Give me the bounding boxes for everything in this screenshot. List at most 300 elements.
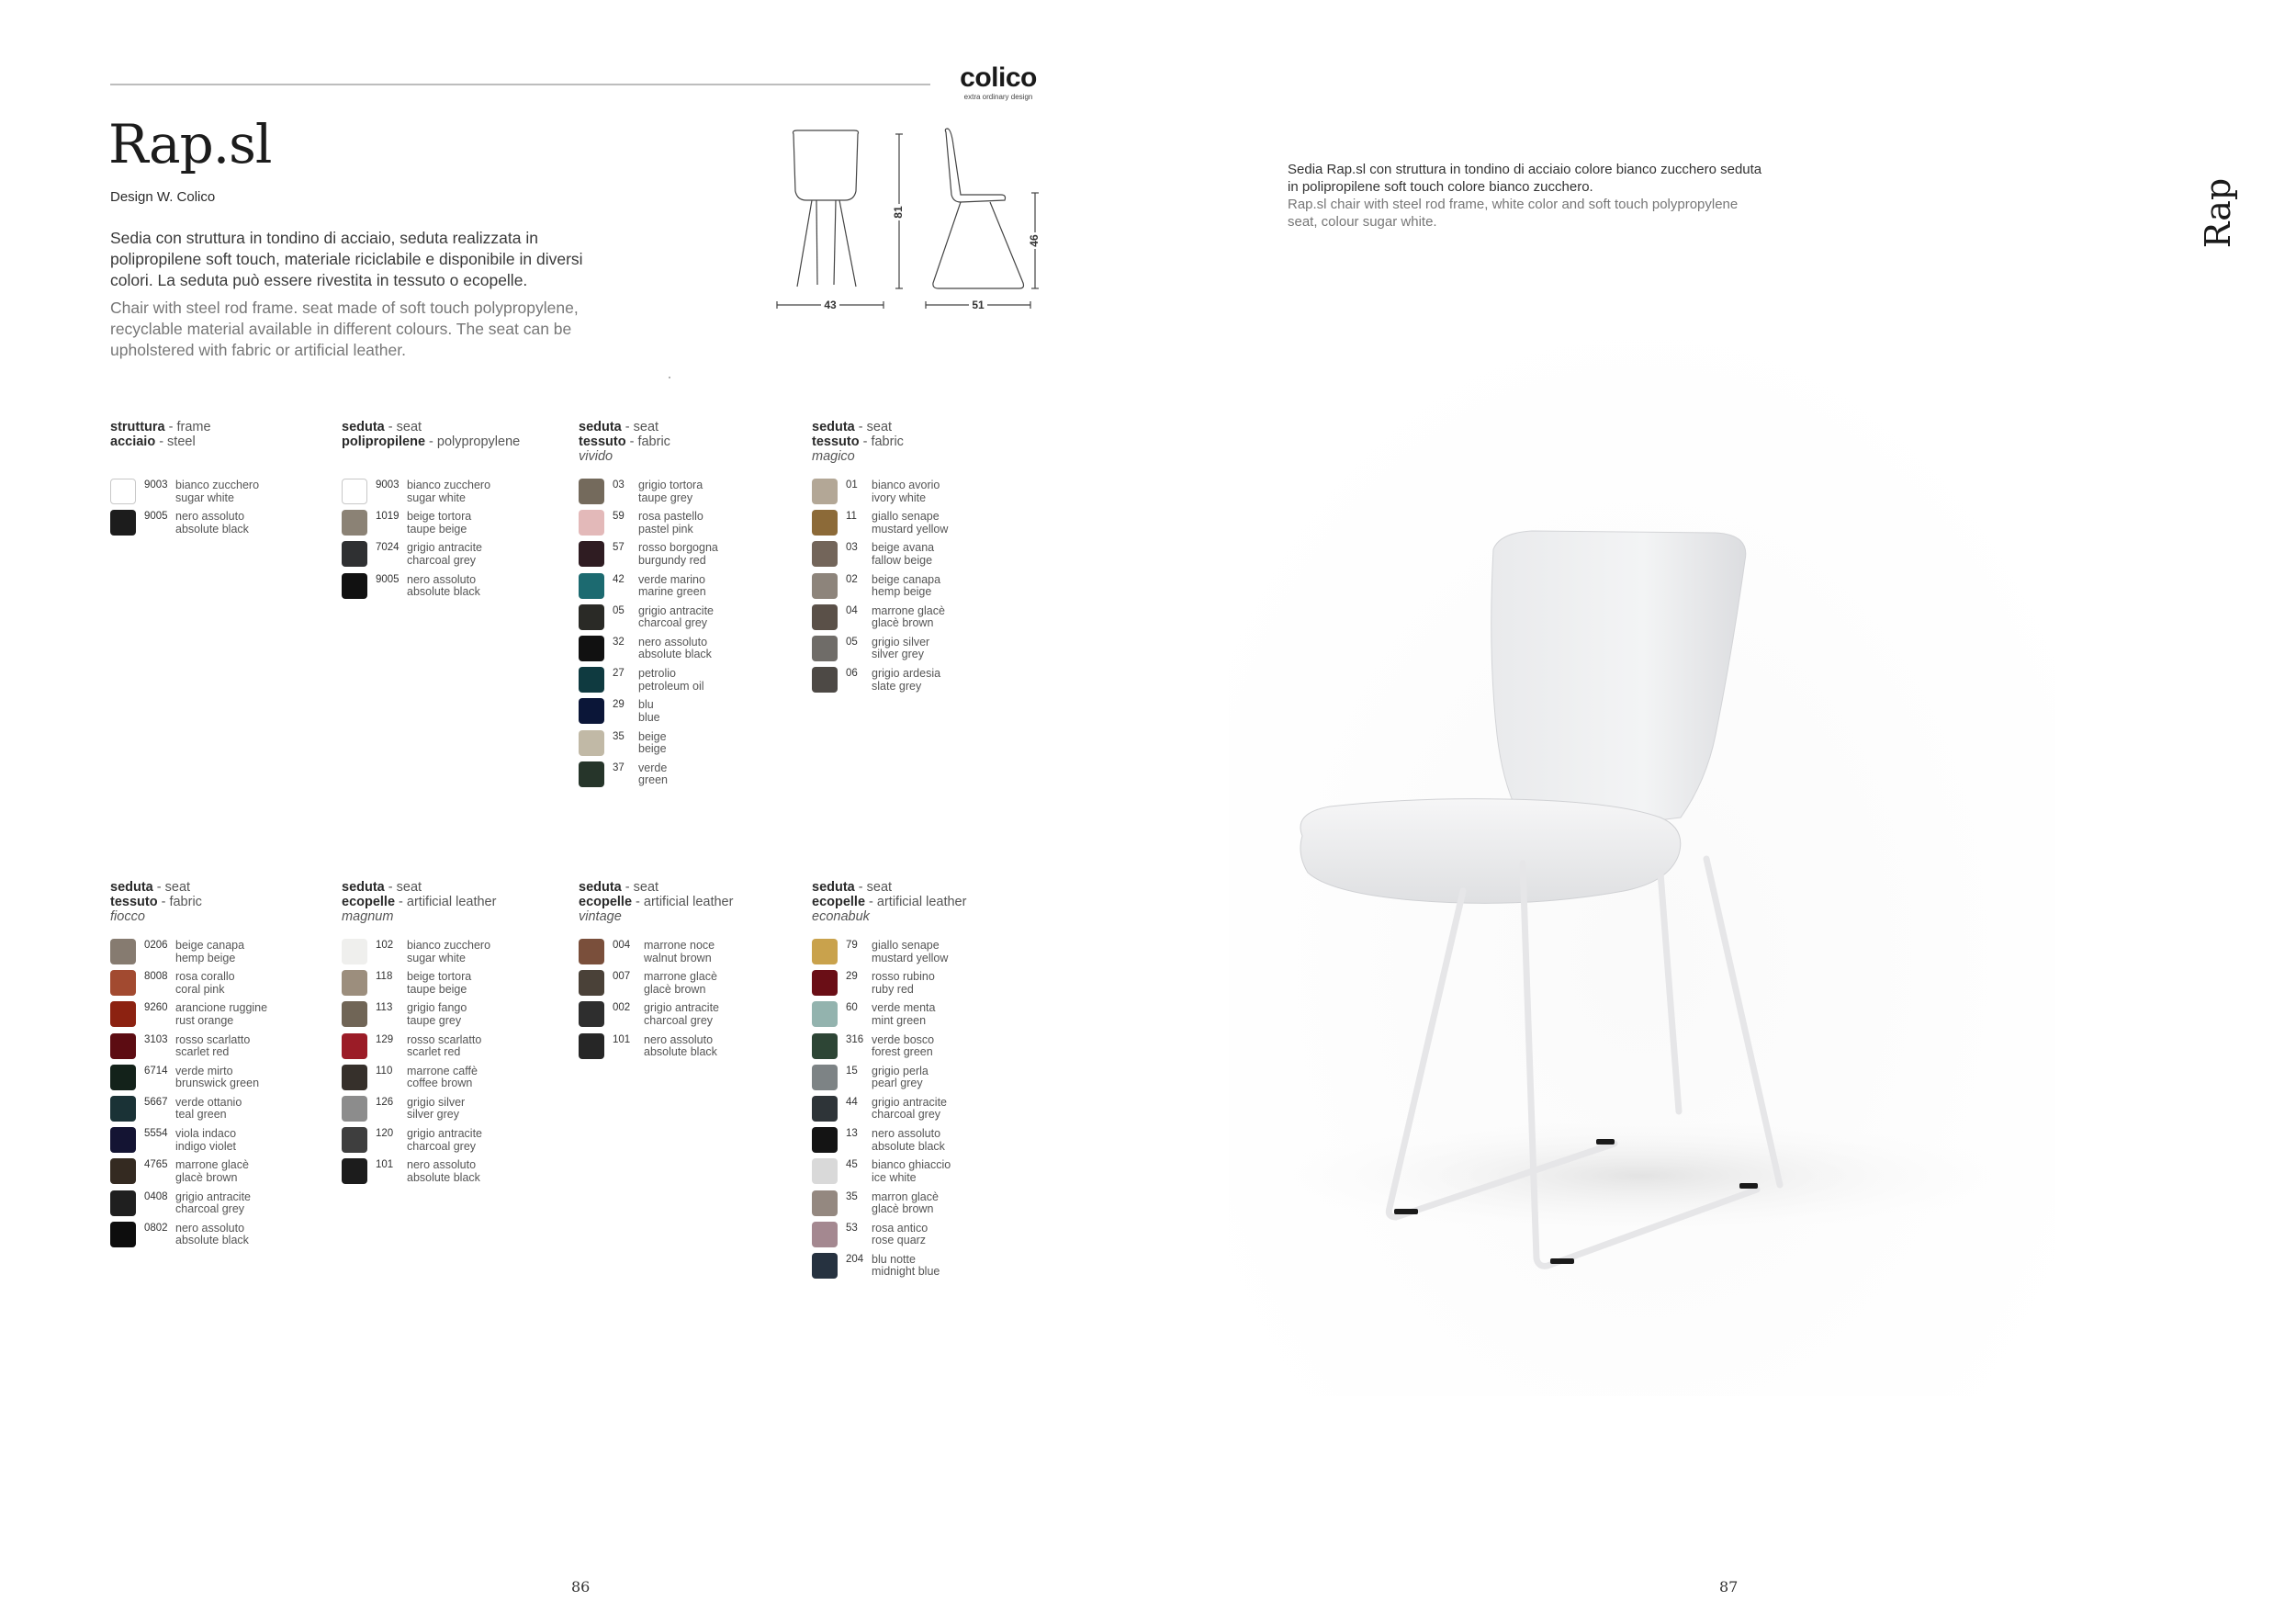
swatch-name [872,1034,934,1059]
swatch-name-en: coral pink [175,982,225,996]
swatch-code: 06 [846,668,858,680]
swatch-row [342,1158,571,1190]
color-swatch [110,479,136,504]
swatch-code: 120 [376,1128,394,1140]
swatch-row [812,604,1041,636]
color-swatch [342,1065,367,1090]
swatch-name-en: scarlet red [407,1045,461,1059]
swatch-row [342,479,571,510]
color-swatch [812,1127,838,1153]
swatch-row [110,479,340,510]
swatch-name [407,574,480,599]
front-view-leg-right [839,200,856,287]
swatch-name [872,479,940,504]
heading-bold: polipropilene [342,434,426,449]
heading-rest: - fabric [859,434,904,449]
swatch-code: 1019 [376,511,400,523]
color-swatch [812,970,838,996]
swatch-name-en: glacè brown [872,1202,934,1215]
glide-3 [1550,1258,1574,1264]
swatch-name-en: green [638,773,668,787]
swatch-name-it: rosso scarlatto [175,1032,251,1046]
swatch-row [579,730,808,761]
swatch-row [579,667,808,698]
heading-rest: - seat [621,420,659,434]
color-swatch [110,970,136,996]
swatch-name-en: forest green [872,1045,933,1059]
swatch-row [110,1158,340,1190]
swatch-name-en: charcoal grey [407,553,477,567]
glide-4 [1739,1183,1758,1189]
swatch-name-en: indigo violet [175,1139,237,1153]
finish-column-heading [812,880,1041,930]
dim-width-label: 43 [824,299,837,312]
brand-tagline: extra ordinary design [963,93,1033,101]
swatch-name-en: scarlet red [175,1045,230,1059]
swatch-name [407,1066,478,1090]
swatch-code: 53 [846,1222,858,1234]
swatch-name-it: nero assoluto [872,1127,941,1141]
swatch-name-en: pearl grey [872,1077,923,1090]
swatch-name-en: slate grey [872,679,922,693]
heading-rest: - artificial leather [865,895,967,909]
heading-rest: - seat [854,420,893,434]
heading-line [579,420,808,434]
swatch-code: 57 [613,542,625,554]
swatch-name-it: marrone caffè [407,1064,478,1077]
swatch-name-en: hemp beige [872,585,932,599]
swatch-code: 0802 [144,1222,168,1234]
swatch-code: 204 [846,1253,864,1265]
color-swatch [812,541,838,567]
collection-name: vintage [579,909,622,924]
heading-rest: - seat [621,880,659,895]
swatch-name-it: rosso scarlatto [407,1032,482,1046]
swatch-name-it: bianco zucchero [175,479,260,491]
swatch-name-it: bianco avorio [872,479,940,491]
swatch-name-it: marrone glacè [175,1158,249,1172]
description-italian: Sedia con struttura in tondino di acciaio, seduta realizzata in polipropilene soft touch, materiale riciclabile e disponibile in diversi colori. La seduta può essere rivestita in tessuto o ecopelle. [110,229,583,289]
swatch-row [110,1096,340,1127]
swatch-row [812,479,1041,510]
swatch-name [175,1128,236,1153]
color-swatch [110,1001,136,1027]
swatch-row [342,1127,571,1158]
swatch-name-en: ivory white [872,491,927,504]
swatch-list [342,479,571,604]
swatch-name-it: beige canapa [175,939,245,952]
swatch-row [110,510,340,541]
swatch-name [638,668,704,693]
heading-line [579,434,808,449]
swatch-name [407,511,471,536]
swatch-name [407,542,482,567]
color-swatch [812,604,838,630]
finish-column-heading [342,880,571,930]
heading-line [110,895,340,909]
swatch-code: 0206 [144,940,168,951]
swatch-name-it: beige [638,729,667,743]
swatch-code: 004 [613,940,631,951]
swatch-code: 32 [613,636,625,648]
heading-bold: seduta [812,420,855,434]
swatch-name [872,1254,940,1279]
color-swatch [579,1001,604,1027]
swatch-name-en: silver grey [872,648,924,661]
heading-line [342,880,571,895]
swatch-code: 03 [846,542,858,554]
swatch-list [110,939,340,1253]
swatch-row [342,970,571,1001]
swatch-row [579,573,808,604]
color-swatch [812,1190,838,1216]
swatch-name [175,1223,249,1247]
swatch-code: 101 [613,1033,631,1045]
swatch-code: 35 [846,1190,858,1202]
swatch-name-it: grigio silver [872,635,930,648]
swatch-name-en: petroleum oil [638,679,704,693]
swatch-name [175,511,249,536]
color-swatch [812,479,838,504]
swatch-code: 002 [613,1002,631,1014]
swatch-name-en: sugar white [407,951,466,964]
color-swatch [342,1096,367,1122]
swatch-name-it: arancione ruggine [175,1001,268,1015]
right-page [1148,0,2296,1624]
swatch-name-en: charcoal grey [407,1139,477,1153]
swatch-code: 4765 [144,1159,168,1171]
swatch-name-en: taupe grey [638,491,693,504]
swatch-name-it: nero assoluto [644,1032,714,1046]
swatch-name-it: grigio antracite [638,603,714,617]
color-swatch [342,510,367,536]
swatch-name-it: beige tortora [407,970,472,984]
color-swatch [579,604,604,630]
swatch-row [812,1190,1041,1222]
swatch-row [812,1158,1041,1190]
color-swatch [579,667,604,693]
swatch-name-it: nero assoluto [175,1221,245,1235]
swatch-name-en: marine green [638,585,706,599]
swatch-code: 9003 [144,479,168,491]
swatch-name [872,1066,929,1090]
swatch-code: 5554 [144,1128,168,1140]
swatch-code: 04 [846,604,858,616]
heading-line [812,434,1041,449]
swatch-name-en: charcoal grey [644,1013,714,1027]
heading-bold: seduta [110,880,153,895]
swatch-name [638,605,714,630]
color-swatch [342,1001,367,1027]
color-swatch [579,510,604,536]
heading-bold: tessuto [110,895,158,909]
swatch-row [579,1001,808,1032]
swatch-name-it: nero assoluto [175,510,245,524]
swatch-name-it: grigio antracite [872,1095,947,1109]
swatch-name [638,762,668,787]
swatch-code: 27 [613,668,625,680]
swatch-code: 44 [846,1096,858,1108]
finish-column-leather-magnum [342,880,571,1190]
heading-bold: tessuto [812,434,860,449]
finish-column-heading [579,420,808,469]
finish-column-heading [110,420,340,469]
swatch-name-en: glacè brown [644,982,706,996]
swatch-code: 9260 [144,1002,168,1014]
color-swatch [812,573,838,599]
swatch-row [579,604,808,636]
photo-caption-english: Rap.sl chair with steel rod frame, white color and soft touch polypropylene seat, colour sugar white. [1288,197,1739,230]
finish-column-heading [110,880,340,930]
heading-bold: ecopelle [812,895,866,909]
swatch-name [638,574,706,599]
color-swatch [812,1033,838,1059]
swatch-name [175,1097,242,1122]
swatch-name [872,940,948,964]
swatch-name [175,1191,251,1216]
heading-line [342,434,571,449]
color-swatch [812,636,838,661]
swatch-name [872,637,929,661]
swatch-name-it: beige canapa [872,572,941,586]
swatch-name [644,971,717,996]
swatch-name [175,971,235,996]
swatch-name-en: glacè brown [872,616,934,630]
swatch-name-it: grigio tortora [638,479,703,491]
designer-credit: Design W. Colico [110,189,216,205]
swatch-name-it: beige avana [872,541,935,555]
swatch-code: 102 [376,940,394,951]
swatch-row [110,939,340,970]
swatch-row [579,761,808,793]
swatch-name-it: marron glacè [872,1190,939,1203]
swatch-name [872,1159,951,1184]
color-swatch [110,1158,136,1184]
swatch-row [342,939,571,970]
swatch-code: 007 [613,971,631,983]
swatch-name [407,479,490,504]
swatch-name-en: fallow beige [872,553,933,567]
chair-seat [1300,799,1681,904]
color-swatch [812,1065,838,1090]
swatch-name [644,1002,719,1027]
swatch-name-it: verde ottanio [175,1095,242,1109]
color-swatch [342,573,367,599]
chair-technical-drawing [771,127,1047,314]
swatch-row [812,1065,1041,1096]
photo-caption-italian: Sedia Rap.sl con struttura in tondino di acciaio colore bianco zucchero seduta in polipropilene soft touch colore bianco zucchero. [1288,162,1762,195]
finish-column-heading [812,420,1041,469]
swatch-name [175,479,259,504]
finish-column-polypropylene [342,420,571,604]
color-swatch [342,479,367,504]
swatch-name [407,1159,480,1184]
swatch-code: 9005 [376,573,400,585]
swatch-row [812,939,1041,970]
swatch-code: 29 [613,699,625,711]
swatch-row [579,541,808,572]
swatch-name-it: rosa corallo [175,970,235,984]
swatch-name [175,940,244,964]
swatch-row [342,510,571,541]
swatch-code: 59 [613,511,625,523]
heading-rest: - seat [854,880,893,895]
swatch-name [872,1223,928,1247]
swatch-code: 126 [376,1096,394,1108]
heading-bold: tessuto [579,434,626,449]
heading-line [110,434,340,449]
heading-line [579,880,808,895]
color-swatch [579,698,604,724]
swatch-code: 79 [846,940,858,951]
color-swatch [110,1222,136,1247]
swatch-name [407,1002,467,1027]
color-swatch [579,541,604,567]
finish-column-leather-econabuk [812,880,1041,1284]
swatch-name [872,1128,945,1153]
swatch-name [407,971,471,996]
swatch-row [342,541,571,572]
swatch-row [812,1001,1041,1032]
swatch-name-en: rose quarz [872,1234,927,1247]
swatch-name-en: charcoal grey [175,1202,245,1215]
swatch-row [579,698,808,729]
swatch-row [342,1065,571,1096]
swatch-name-it: grigio silver [407,1095,466,1109]
color-swatch [579,970,604,996]
description-english: Chair with steel rod frame. seat made of soft touch polypropylene, recyclable material available in different colours. The seat can be upholstered with fabric or artificial leather. [110,299,579,359]
front-view-leg-back-right [834,200,836,285]
color-swatch [342,1033,367,1059]
swatch-name [872,574,940,599]
color-swatch [110,1190,136,1216]
swatch-code: 03 [613,479,625,491]
swatch-name-it: nero assoluto [638,635,708,648]
page-number-left: 86 [571,1578,591,1596]
swatch-code: 45 [846,1159,858,1171]
heading-rest: - artificial leather [395,895,497,909]
swatch-name-en: sugar white [407,491,466,504]
glide-1 [1394,1209,1418,1214]
swatch-row [110,1222,340,1253]
heading-rest: - steel [155,434,196,449]
swatch-name-it: rosso rubino [872,970,935,984]
swatch-name-it: rosa pastello [638,510,703,524]
finish-column-leather-vintage [579,880,808,1065]
swatch-name-en: charcoal grey [872,1108,941,1122]
heading-rest: - fabric [157,895,202,909]
swatch-name-en: mustard yellow [872,951,949,964]
swatch-name-en: blue [638,710,660,724]
color-swatch [110,1127,136,1153]
swatch-code: 7024 [376,542,400,554]
swatch-row [812,636,1041,667]
heading-line [342,895,571,909]
heading-line [812,895,1041,909]
swatch-list [812,939,1041,1284]
swatch-name-it: blu notte [872,1252,916,1266]
swatch-name-en: absolute black [407,585,480,599]
swatch-name-it: verde menta [872,1001,936,1015]
swatch-name-it: giallo senape [872,939,940,952]
swatch-row [110,1190,340,1222]
dim-height-label: 81 [892,206,906,219]
heading-bold: seduta [342,420,385,434]
swatch-code: 13 [846,1128,858,1140]
brand-logo [950,64,1047,102]
front-view-leg-left [797,200,812,287]
heading-line [812,880,1041,895]
side-view-seat [945,129,1005,202]
heading-rest: - polypropylene [425,434,521,449]
swatch-name-en: burgundy red [638,553,706,567]
vertical-section-title-text: Rap [2198,177,2238,249]
heading-line [579,895,808,909]
swatch-name [175,1034,250,1059]
swatch-name-en: teal green [175,1108,227,1122]
heading-bold: ecopelle [342,895,396,909]
swatch-code: 118 [376,971,393,983]
swatch-name [872,542,934,567]
swatch-name-it: giallo senape [872,510,940,524]
collection-name: vivido [579,449,613,464]
swatch-code: 60 [846,1002,858,1014]
swatch-name-it: rosso borgogna [638,541,718,555]
collection-name: econabuk [812,909,870,924]
heading-bold: acciaio [110,434,156,449]
swatch-name-it: verde marino [638,572,705,586]
dim-depth-label: 51 [972,299,985,312]
swatch-name-it: blu [638,698,654,712]
swatch-code: 5667 [144,1096,168,1108]
swatch-name-en: taupe beige [407,522,467,536]
dim-seat-height-label: 46 [1028,234,1041,247]
swatch-code: 9003 [376,479,400,491]
heading-rest: - seat [384,880,422,895]
swatch-row [342,1033,571,1065]
swatch-name-it: grigio perla [872,1064,929,1077]
stray-dot [669,377,670,378]
swatch-row [342,1096,571,1127]
swatch-code: 05 [613,604,625,616]
color-swatch [110,510,136,536]
swatch-code: 15 [846,1065,858,1077]
swatch-name-it: bianco zucchero [407,939,491,952]
heading-rest: - seat [384,420,422,434]
swatch-name-en: charcoal grey [638,616,708,630]
color-swatch [579,730,604,756]
swatch-name-it: beige tortora [407,510,472,524]
swatch-name [638,479,703,504]
side-view-sled-base [933,202,1024,288]
swatch-name-en: walnut brown [644,951,712,964]
swatch-name-en: taupe grey [407,1013,462,1027]
swatch-name-en: absolute black [407,1170,480,1184]
swatch-list [110,479,340,541]
finish-column-fabric-magico [812,420,1041,698]
swatch-name [872,511,948,536]
color-swatch [579,939,604,964]
swatch-name [175,1159,249,1184]
swatch-code: 9005 [144,511,168,523]
swatch-code: 01 [846,479,858,491]
swatch-name-it: grigio antracite [175,1190,251,1203]
swatch-code: 35 [613,730,625,742]
swatch-row [812,1096,1041,1127]
swatch-name [872,971,935,996]
finish-column-fabric-fiocco [110,880,340,1253]
color-swatch [812,1096,838,1122]
